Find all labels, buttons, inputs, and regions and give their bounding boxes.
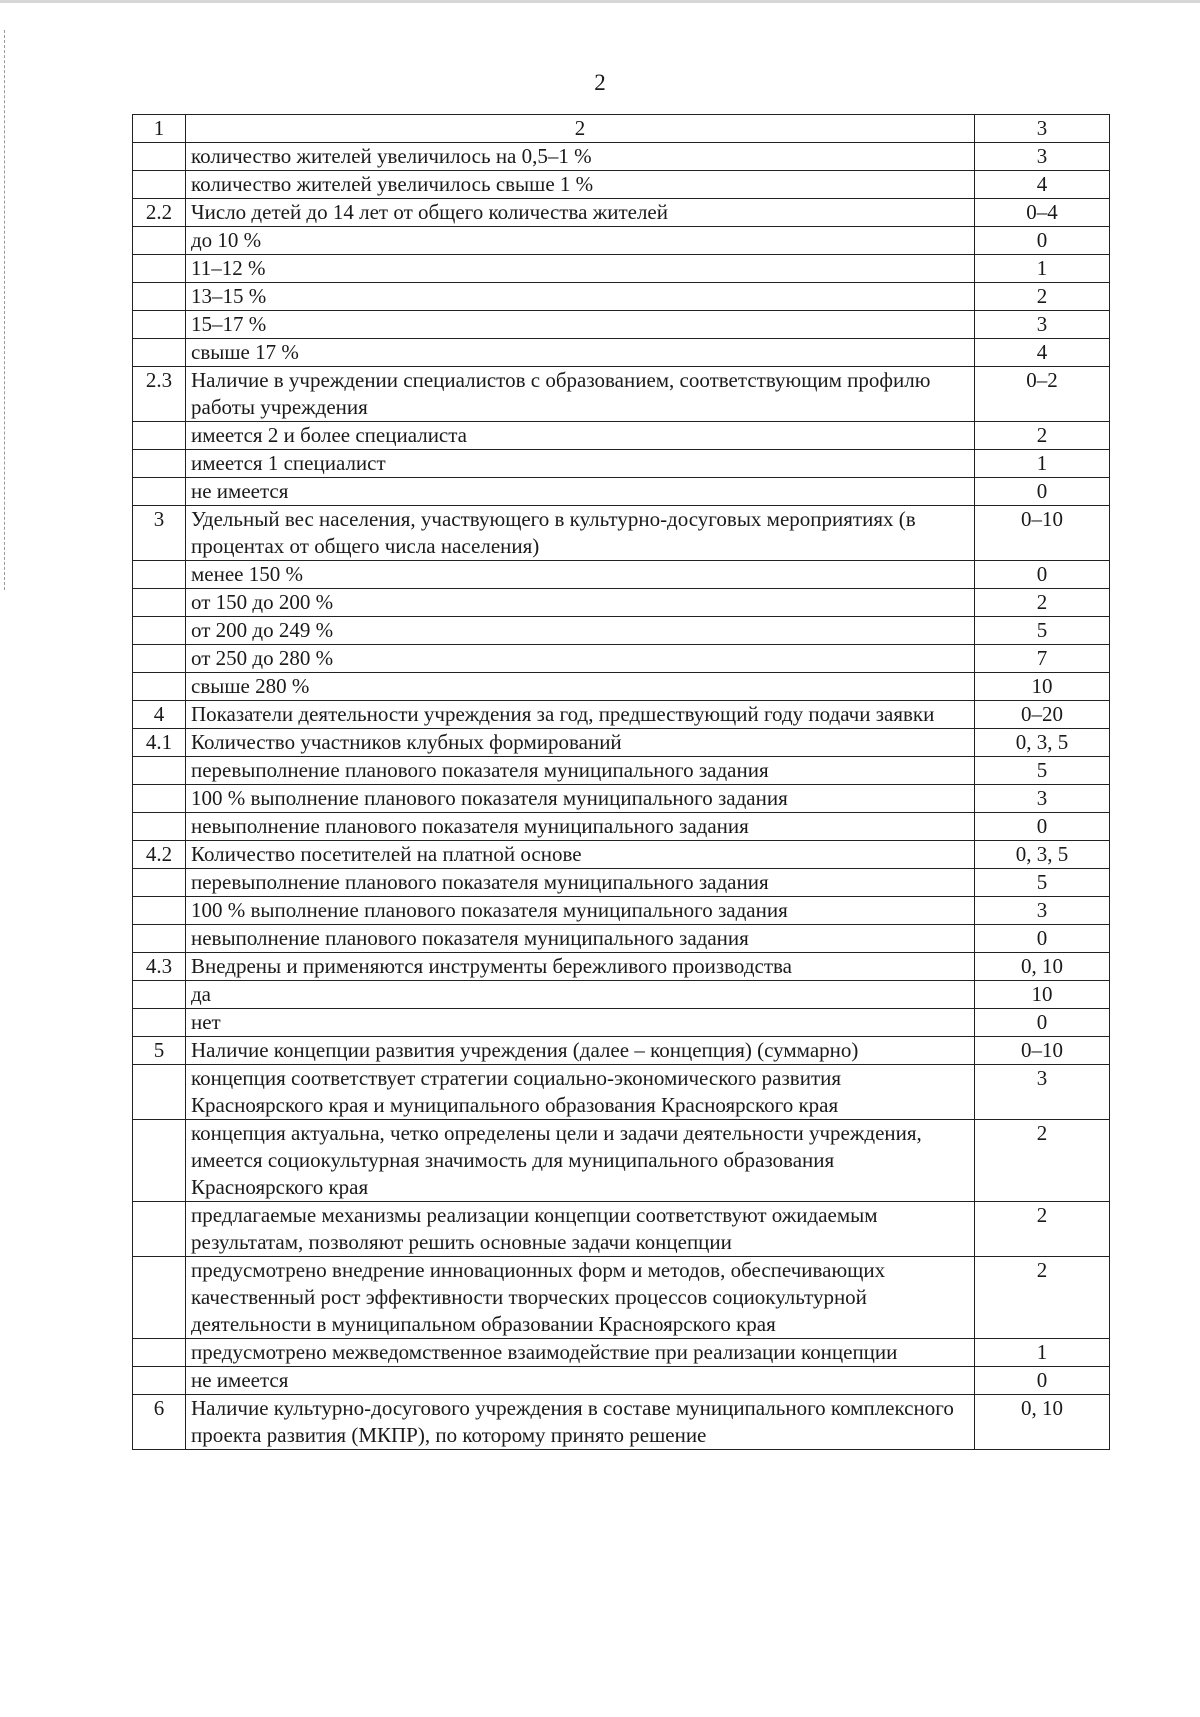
row-score: 5 <box>975 757 1110 785</box>
table-row <box>133 311 1110 339</box>
row-criterion: 11–12 % <box>186 255 975 283</box>
row-criterion: 15–17 % <box>186 311 975 339</box>
row-criterion: перевыполнение планового показателя муниципального задания <box>186 869 975 897</box>
row-number <box>133 339 186 367</box>
row-number <box>133 227 186 255</box>
row-number: 5 <box>133 1037 186 1065</box>
row-number: 4.2 <box>133 841 186 869</box>
row-number <box>133 171 186 199</box>
table-row <box>133 869 1110 897</box>
row-criterion: свыше 17 % <box>186 339 975 367</box>
row-number <box>133 981 186 1009</box>
row-criterion: от 250 до 280 % <box>186 645 975 673</box>
row-criterion: 100 % выполнение планового показателя муниципального задания <box>186 897 975 925</box>
row-criterion: количество жителей увеличилось на 0,5–1 % <box>186 143 975 171</box>
row-criterion: невыполнение планового показателя муниципального задания <box>186 925 975 953</box>
row-score: 0 <box>975 925 1110 953</box>
row-criterion: имеется 1 специалист <box>186 450 975 478</box>
table-row <box>133 589 1110 617</box>
table-row <box>133 171 1110 199</box>
row-score: 0–2 <box>975 367 1110 422</box>
table-row <box>133 925 1110 953</box>
row-score: 0 <box>975 1367 1110 1395</box>
table-row <box>133 813 1110 841</box>
row-score: 0, 3, 5 <box>975 841 1110 869</box>
page-number: 2 <box>594 70 606 95</box>
row-score: 10 <box>975 673 1110 701</box>
row-criterion: Наличие концепции развития учреждения (далее – концепция) (суммарно) <box>186 1037 975 1065</box>
row-criterion: нет <box>186 1009 975 1037</box>
row-score: 0–20 <box>975 701 1110 729</box>
row-number <box>133 311 186 339</box>
row-criterion: количество жителей увеличилось свыше 1 % <box>186 171 975 199</box>
table-row <box>133 1339 1110 1367</box>
row-number <box>133 813 186 841</box>
row-score: 2 <box>975 589 1110 617</box>
row-number: 6 <box>133 1395 186 1450</box>
row-score: 0 <box>975 227 1110 255</box>
row-score: 3 <box>975 143 1110 171</box>
table-row <box>133 1065 1110 1120</box>
row-number <box>133 283 186 311</box>
table-row <box>133 673 1110 701</box>
table-row <box>133 422 1110 450</box>
table-row <box>133 143 1110 171</box>
row-number <box>133 757 186 785</box>
row-score: 2 <box>975 283 1110 311</box>
row-score: 10 <box>975 981 1110 1009</box>
row-criterion: Число детей до 14 лет от общего количества жителей <box>186 199 975 227</box>
row-score: 0–4 <box>975 199 1110 227</box>
table-row <box>133 701 1110 729</box>
table-row <box>133 785 1110 813</box>
header-col-2: 2 <box>186 115 975 143</box>
row-score: 0 <box>975 813 1110 841</box>
row-criterion: не имеется <box>186 478 975 506</box>
row-number <box>133 673 186 701</box>
table-row <box>133 645 1110 673</box>
table-row <box>133 953 1110 981</box>
row-criterion: концепция актуальна, четко определены цели и задачи деятельности учреждения, имеется социокультурная значимость для муниципального образования Красноярского края <box>186 1120 975 1202</box>
row-number <box>133 617 186 645</box>
table-row <box>133 283 1110 311</box>
row-score: 0 <box>975 1009 1110 1037</box>
row-number: 4.3 <box>133 953 186 981</box>
table-row <box>133 367 1110 422</box>
table-row <box>133 1202 1110 1257</box>
row-criterion: свыше 280 % <box>186 673 975 701</box>
row-number <box>133 450 186 478</box>
row-criterion: Количество участников клубных формирований <box>186 729 975 757</box>
row-number <box>133 1120 186 1202</box>
row-number <box>133 255 186 283</box>
header-col-1: 1 <box>133 115 186 143</box>
row-number <box>133 645 186 673</box>
row-score: 4 <box>975 339 1110 367</box>
row-score: 0, 10 <box>975 1395 1110 1450</box>
row-score: 0, 3, 5 <box>975 729 1110 757</box>
table-row <box>133 617 1110 645</box>
table-row <box>133 1120 1110 1202</box>
row-number <box>133 1009 186 1037</box>
table-row <box>133 199 1110 227</box>
row-criterion: Внедрены и применяются инструменты бережливого производства <box>186 953 975 981</box>
table-row <box>133 506 1110 561</box>
row-number: 3 <box>133 506 186 561</box>
row-score: 1 <box>975 1339 1110 1367</box>
row-number: 4 <box>133 701 186 729</box>
table-header-row <box>133 115 1110 143</box>
row-number: 4.1 <box>133 729 186 757</box>
row-number <box>133 1065 186 1120</box>
table-body <box>133 143 1110 1450</box>
binding-margin-line <box>4 30 5 590</box>
table-row <box>133 1395 1110 1450</box>
row-criterion: от 150 до 200 % <box>186 589 975 617</box>
row-number <box>133 925 186 953</box>
row-number: 2.3 <box>133 367 186 422</box>
row-number <box>133 143 186 171</box>
row-score: 1 <box>975 255 1110 283</box>
table-row <box>133 1009 1110 1037</box>
row-number <box>133 785 186 813</box>
row-criterion: 13–15 % <box>186 283 975 311</box>
row-score: 4 <box>975 171 1110 199</box>
table-row <box>133 561 1110 589</box>
table-row <box>133 1037 1110 1065</box>
row-score: 3 <box>975 1065 1110 1120</box>
row-score: 3 <box>975 785 1110 813</box>
table-row <box>133 227 1110 255</box>
row-criterion: имеется 2 и более специалиста <box>186 422 975 450</box>
row-criterion: невыполнение планового показателя муниципального задания <box>186 813 975 841</box>
row-score: 2 <box>975 1202 1110 1257</box>
row-score: 0, 10 <box>975 953 1110 981</box>
row-score: 3 <box>975 897 1110 925</box>
row-criterion: до 10 % <box>186 227 975 255</box>
row-number <box>133 1257 186 1339</box>
table-row <box>133 981 1110 1009</box>
table-row <box>133 897 1110 925</box>
row-score: 0 <box>975 561 1110 589</box>
row-number <box>133 869 186 897</box>
table-row <box>133 450 1110 478</box>
table-row <box>133 841 1110 869</box>
row-score: 5 <box>975 617 1110 645</box>
row-criterion: да <box>186 981 975 1009</box>
row-number <box>133 478 186 506</box>
scan-top-edge <box>0 0 1200 3</box>
table-row <box>133 339 1110 367</box>
row-score: 1 <box>975 450 1110 478</box>
row-criterion: Наличие культурно-досугового учреждения в составе муниципального комплексного проекта развития (МКПР), по которому принято решение <box>186 1395 975 1450</box>
row-score: 2 <box>975 1257 1110 1339</box>
row-criterion: Удельный вес населения, участвующего в культурно-досуговых мероприятиях (в процентах от общего числа населения) <box>186 506 975 561</box>
row-number: 2.2 <box>133 199 186 227</box>
table-row <box>133 478 1110 506</box>
table-row <box>133 729 1110 757</box>
row-number <box>133 589 186 617</box>
row-score: 5 <box>975 869 1110 897</box>
row-criterion: перевыполнение планового показателя муниципального задания <box>186 757 975 785</box>
row-criterion: от 200 до 249 % <box>186 617 975 645</box>
row-number <box>133 561 186 589</box>
row-criterion: предусмотрено межведомственное взаимодействие при реализации концепции <box>186 1339 975 1367</box>
row-score: 2 <box>975 1120 1110 1202</box>
table-row <box>133 1257 1110 1339</box>
table-row <box>133 1367 1110 1395</box>
row-score: 3 <box>975 311 1110 339</box>
row-score: 0–10 <box>975 1037 1110 1065</box>
header-col-3: 3 <box>975 115 1110 143</box>
row-criterion: менее 150 % <box>186 561 975 589</box>
row-criterion: не имеется <box>186 1367 975 1395</box>
row-number <box>133 1367 186 1395</box>
row-score: 0 <box>975 478 1110 506</box>
criteria-table <box>132 114 1110 1450</box>
row-number <box>133 1202 186 1257</box>
table-row <box>133 255 1110 283</box>
row-criterion: предусмотрено внедрение инновационных форм и методов, обеспечивающих качественный рост эффективности творческих процессов социокультурной деятельности в муниципальном образовании Красноярского края <box>186 1257 975 1339</box>
table-row <box>133 757 1110 785</box>
row-number <box>133 897 186 925</box>
row-criterion: концепция соответствует стратегии социально-экономического развития Красноярского края и муниципального образования Красноярского края <box>186 1065 975 1120</box>
row-criterion: Количество посетителей на платной основе <box>186 841 975 869</box>
row-number <box>133 422 186 450</box>
row-criterion: 100 % выполнение планового показателя муниципального задания <box>186 785 975 813</box>
row-number <box>133 1339 186 1367</box>
row-criterion: предлагаемые механизмы реализации концепции соответствуют ожидаемым результатам, позволяют решить основные задачи концепции <box>186 1202 975 1257</box>
row-score: 2 <box>975 422 1110 450</box>
row-score: 7 <box>975 645 1110 673</box>
row-score: 0–10 <box>975 506 1110 561</box>
row-criterion: Показатели деятельности учреждения за год, предшествующий году подачи заявки <box>186 701 975 729</box>
row-criterion: Наличие в учреждении специалистов с образованием, соответствующим профилю работы учреждения <box>186 367 975 422</box>
